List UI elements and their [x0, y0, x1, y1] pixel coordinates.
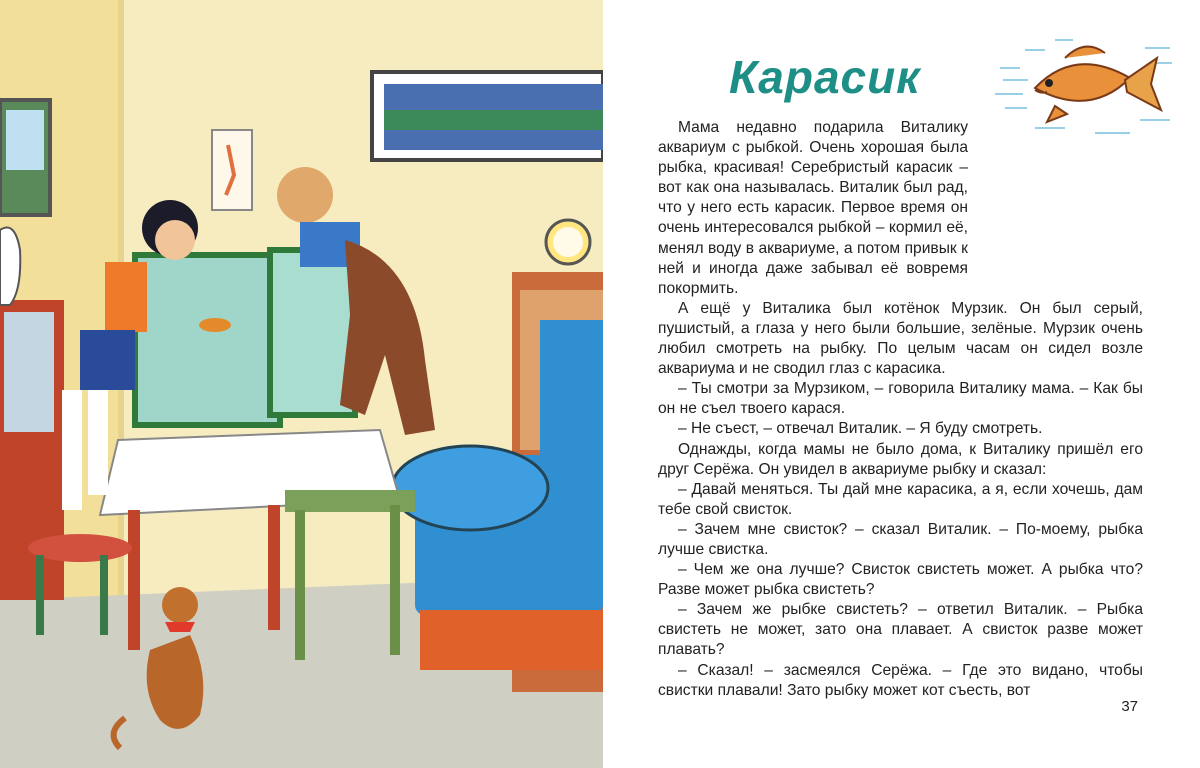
paragraph: Мама недавно подарила Виталику аквариум с рыбкой. Очень хорошая была рыбка, красивая! Серебристый карасик – вот как она называлась. Виталик был рад, что у него есть карасик. Первое время он очень интересовался рыбкой – кормил её, менял воду в аквариуме, а потом привык к ней и иногда даже забывал её вовремя покормить.: [658, 119, 968, 297]
paragraph: – Не съест, – отвечал Виталик. – Я буду смотреть.: [678, 420, 1043, 438]
paragraph: – Давай меняться. Ты дай мне карасика, а я, если хочешь, дам тебе свой свисток.: [658, 480, 1143, 518]
story-text: [658, 118, 1143, 701]
paragraph: – Зачем же рыбке свистеть? – ответил Виталик. – Рыбка свистеть не может, зато она плавает. А свисток разве может плавать?: [658, 601, 1143, 659]
paragraph: – Сказал! – засмеялся Серёжа. – Где это видано, чтобы свистки плавали! Зато рыбку может кот съесть, вот: [658, 661, 1143, 699]
paragraph: – Чем же она лучше? Свисток свистеть может. А рыбка что? Разве может рыбка свистеть?: [658, 561, 1143, 599]
story-title: Карасик: [729, 51, 921, 103]
page-number: 37: [1121, 698, 1138, 715]
paragraph: А ещё у Виталика был котёнок Мурзик. Он был серый, пушистый, а глаза у него были большие, зелёные. Мурзик очень любил смотреть на рыбку. По целым часам он сидел возле аквариума и не сводил глаз с карасика.: [658, 299, 1143, 378]
paragraph: Однажды, когда мамы не было дома, к Виталику пришёл его друг Серёжа. Он увидел в аквариуме рыбку и сказал:: [658, 440, 1143, 478]
paragraph: – Ты смотри за Мурзиком, – говорила Виталику мама. – Как бы он не съел твоего карася.: [658, 380, 1143, 418]
paragraph: – Зачем мне свисток? – сказал Виталик. – По-моему, рыбка лучше свистка.: [658, 520, 1143, 558]
text-page: [603, 0, 1200, 768]
